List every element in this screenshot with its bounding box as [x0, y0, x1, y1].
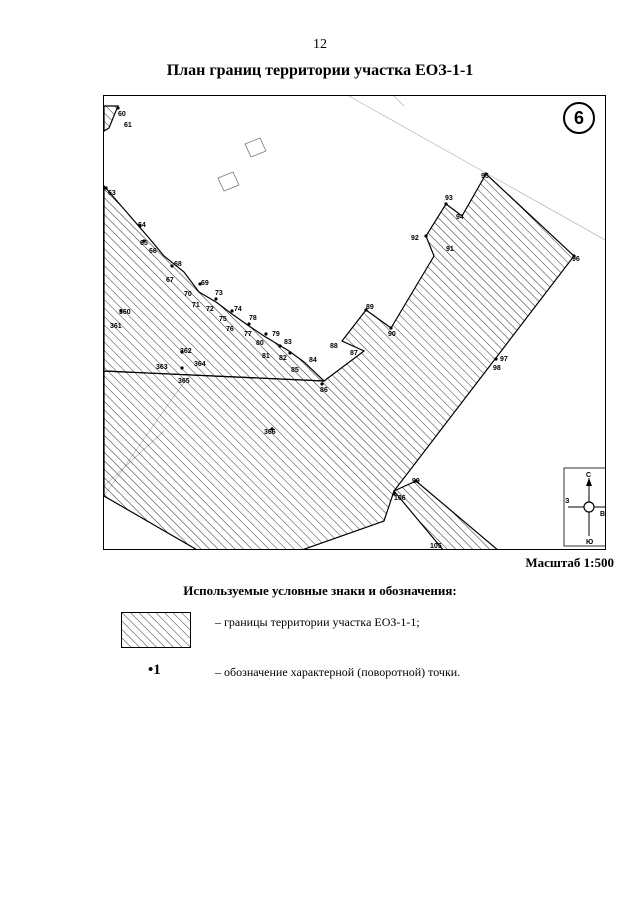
point-label-72: 72: [206, 306, 214, 313]
map-canvas: [104, 96, 606, 550]
point-label-361: 361: [110, 323, 122, 330]
point-label-366: 366: [264, 429, 276, 436]
legend-hatch-swatch: [121, 612, 191, 648]
point-label-97: 97: [500, 356, 508, 363]
point-label-60: 60: [118, 111, 126, 118]
point-label-66: 66: [149, 248, 157, 255]
compass-east: В: [600, 511, 606, 518]
point-label-80: 80: [256, 340, 264, 347]
point-label-73: 73: [215, 290, 223, 297]
point-label-82: 82: [279, 355, 287, 362]
point-label-64: 64: [138, 222, 146, 229]
sheet-number-badge: 6: [563, 102, 595, 134]
point-label-70: 70: [184, 291, 192, 298]
building-outlines: [218, 138, 266, 191]
point-label-98: 98: [493, 365, 501, 372]
point-label-89: 89: [366, 304, 374, 311]
point-label-79: 79: [272, 331, 280, 338]
point-label-92: 92: [411, 235, 419, 242]
point-label-65: 65: [140, 240, 148, 247]
page-number: 12: [313, 37, 327, 52]
legend-text-point: – обозначение характерной (поворотной) точки.: [215, 665, 461, 679]
point-label-364: 365: [178, 378, 190, 385]
point-label-83: 83: [284, 339, 292, 346]
territory-left-strip: [104, 186, 324, 381]
legend-point-symbol: •1: [148, 662, 161, 678]
point-label-69: 69: [201, 280, 209, 287]
point-label-67: 67: [166, 277, 174, 284]
point-label-93: 93: [445, 195, 453, 202]
point-label-78: 78: [249, 315, 257, 322]
compass-south: Ю: [586, 539, 594, 546]
point-label-90: 90: [388, 331, 396, 338]
point-label-81: 81: [262, 353, 270, 360]
page-title: План границ территории участка ЕОЗ-1-1: [166, 62, 474, 79]
point-label-362: 362: [180, 348, 192, 355]
point-label-360: 360: [119, 309, 131, 316]
point-label-87: 87: [350, 350, 358, 357]
point-label-95: 95: [481, 173, 489, 180]
point-label-105: 105: [430, 543, 442, 550]
point-label-363: 363: [156, 364, 168, 371]
point-label-75: 75: [219, 316, 227, 323]
point-label-106: 106: [394, 495, 406, 502]
point-label-74: 74: [234, 306, 242, 313]
map-frame: [103, 95, 606, 550]
point-label-63: 63: [108, 190, 116, 197]
point-label-68: 68: [174, 261, 182, 268]
territory-lower-wedge: [394, 481, 499, 550]
point-label-85: 85: [291, 367, 299, 374]
point-label-99: 99: [412, 478, 420, 485]
point-label-84: 84: [309, 357, 317, 364]
point-label-71: 71: [192, 302, 200, 309]
legend-title: Используемые условные знаки и обозначения:: [183, 583, 457, 598]
compass-west: З: [565, 498, 570, 505]
territory-corner: [104, 106, 118, 131]
compass: [564, 468, 606, 546]
point-label-91: 91: [446, 246, 454, 253]
point-label-365: 364: [194, 361, 206, 368]
point-label-94: 94: [456, 214, 464, 221]
point-label-88: 88: [330, 343, 338, 350]
point-label-76: 76: [226, 326, 234, 333]
compass-north: С: [586, 472, 592, 479]
legend-text-territory: – границы территории участка ЕОЗ-1-1;: [215, 615, 420, 629]
point-label-86: 86: [320, 387, 328, 394]
point-label-96: 96: [572, 256, 580, 263]
point-label-77: 77: [244, 331, 252, 338]
scale-label: Масштаб 1:500: [525, 555, 614, 570]
point-label-61: 61: [124, 122, 132, 129]
